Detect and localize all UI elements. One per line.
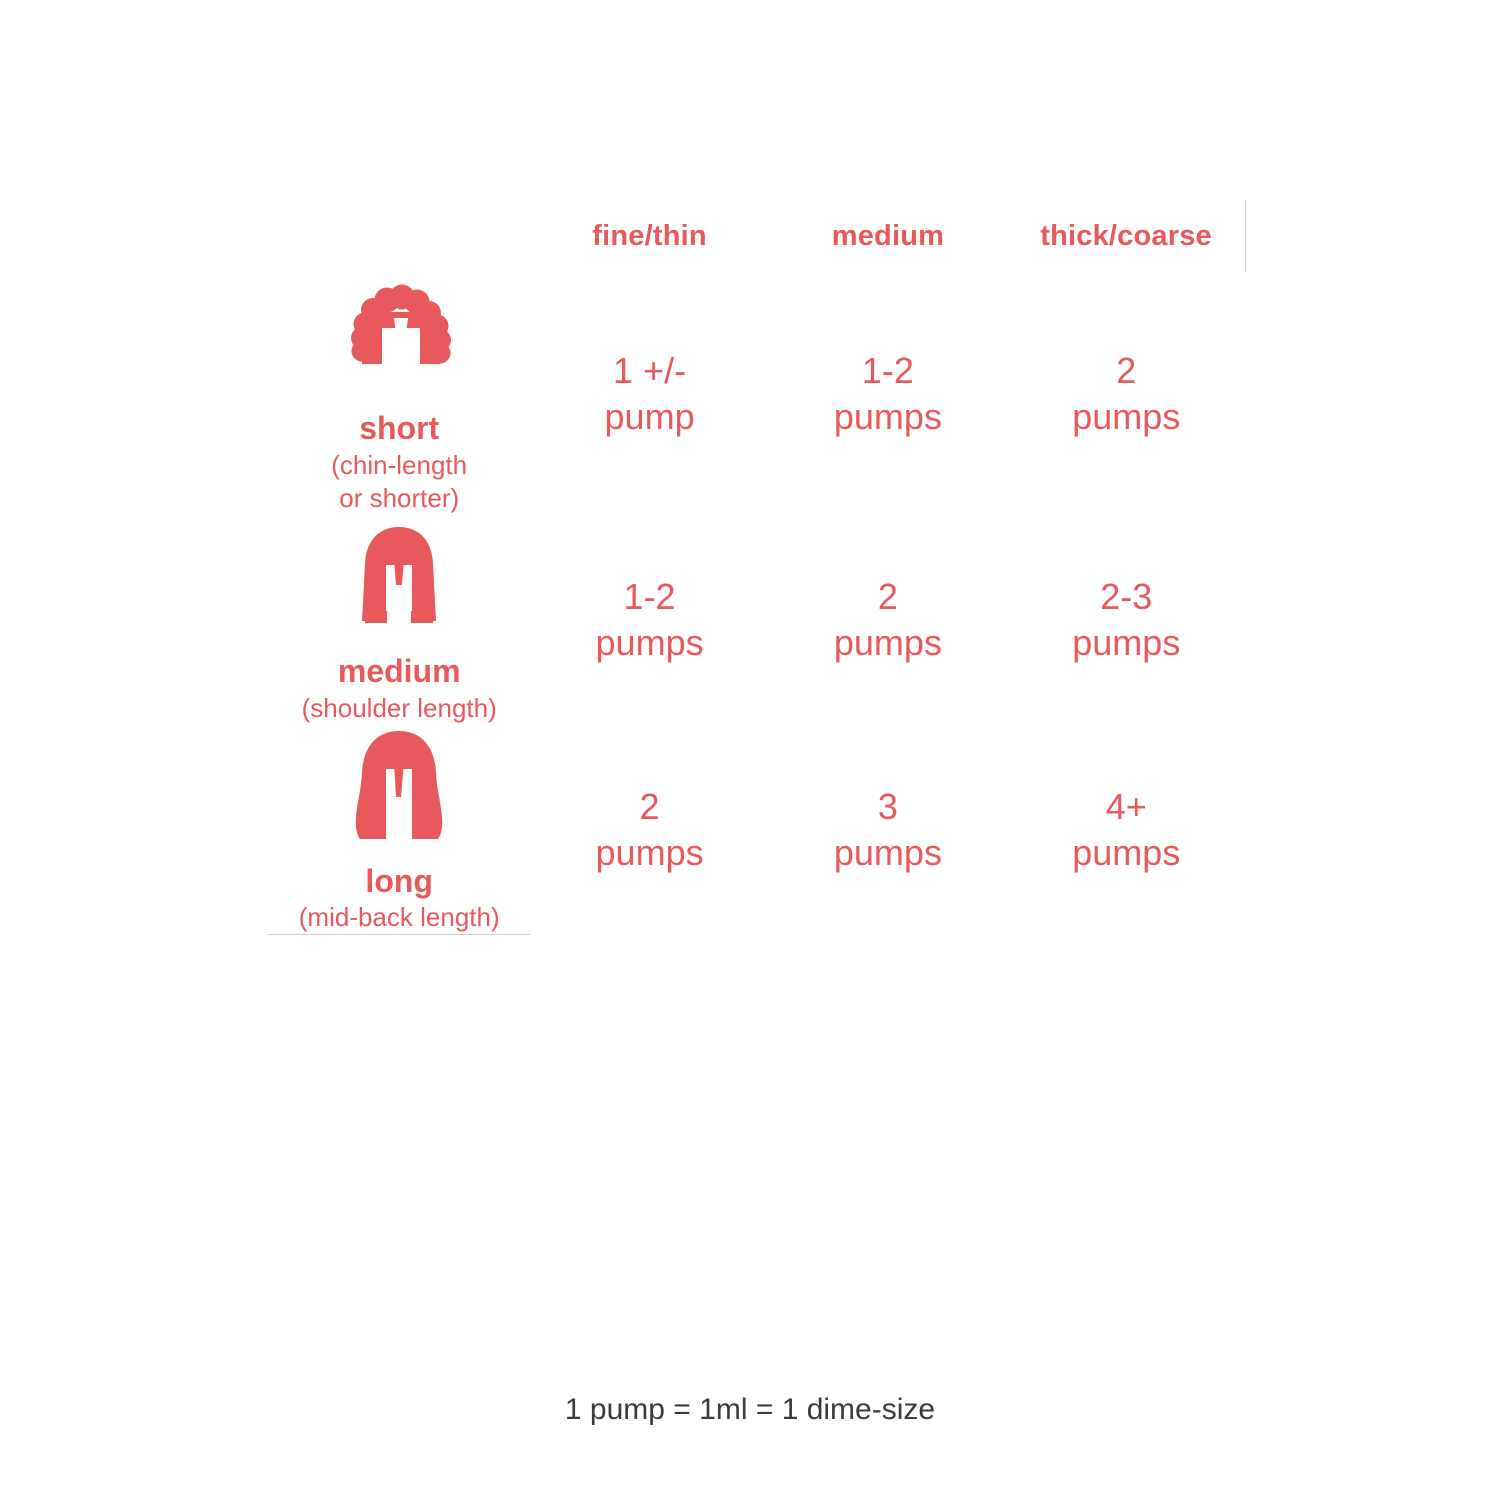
row-name: medium xyxy=(337,653,461,690)
row-name: short xyxy=(359,410,440,446)
cell-line-1: 2 xyxy=(1116,349,1137,391)
table-row xyxy=(268,515,1246,724)
cell-line-1: 1 +/- xyxy=(613,349,687,391)
column-header-medium: medium xyxy=(831,219,945,252)
cell-line-1: 2 xyxy=(639,785,660,827)
row-sub: (shoulder length) xyxy=(301,692,497,723)
row-sub-line1: (chin-length xyxy=(331,449,468,480)
cell-line-2: pumps xyxy=(1072,621,1181,663)
cell-line-2: pumps xyxy=(833,621,942,663)
cell-short-fine xyxy=(530,272,768,515)
cell-line-2: pumps xyxy=(595,831,704,873)
cell-long-thick xyxy=(1007,725,1245,935)
cell-line-1: 2 xyxy=(877,575,898,617)
cell-line-2: pumps xyxy=(595,621,704,663)
cell-long-fine xyxy=(530,725,768,935)
cell-line-1: 1-2 xyxy=(623,575,676,617)
column-header-fine-thin: fine/thin xyxy=(592,219,707,252)
column-header-thick-coarse: thick/coarse xyxy=(1007,200,1245,272)
cell-medium-thick xyxy=(1007,515,1245,724)
header-corner-spacer xyxy=(268,200,530,272)
row-name: long xyxy=(365,862,433,899)
medium-hair-icon xyxy=(268,515,530,645)
row-sub-line2: or shorter) xyxy=(339,483,460,514)
cell-line-1: 1-2 xyxy=(861,349,914,391)
cell-line-2: pumps xyxy=(833,831,942,873)
cell-long-medium xyxy=(769,725,1007,935)
cell-line-2: pump xyxy=(604,395,695,437)
cell-line-2: pumps xyxy=(1072,831,1181,873)
row-sub: (mid-back length) xyxy=(298,902,500,933)
cell-short-thick xyxy=(1007,272,1245,515)
cell-line-1: 2-3 xyxy=(1100,575,1153,617)
footnote: 1 pump = 1ml = 1 dime-size xyxy=(564,1393,936,1426)
table-row xyxy=(268,725,1246,935)
cell-line-2: pumps xyxy=(833,395,942,437)
table-header-row xyxy=(268,200,1246,272)
cell-medium-fine xyxy=(530,515,768,724)
table-row xyxy=(268,272,1246,515)
row-label-long xyxy=(268,725,530,935)
dosage-matrix-table xyxy=(268,200,1246,935)
long-hair-icon xyxy=(268,725,530,855)
short-hair-icon xyxy=(268,272,530,402)
cell-line-2: pumps xyxy=(1072,395,1181,437)
cell-short-medium xyxy=(769,272,1007,515)
row-label-short xyxy=(268,272,530,515)
cell-line-1: 4+ xyxy=(1105,785,1147,827)
row-label-medium xyxy=(268,515,530,724)
cell-line-1: 3 xyxy=(877,785,898,827)
cell-medium-medium xyxy=(769,515,1007,724)
